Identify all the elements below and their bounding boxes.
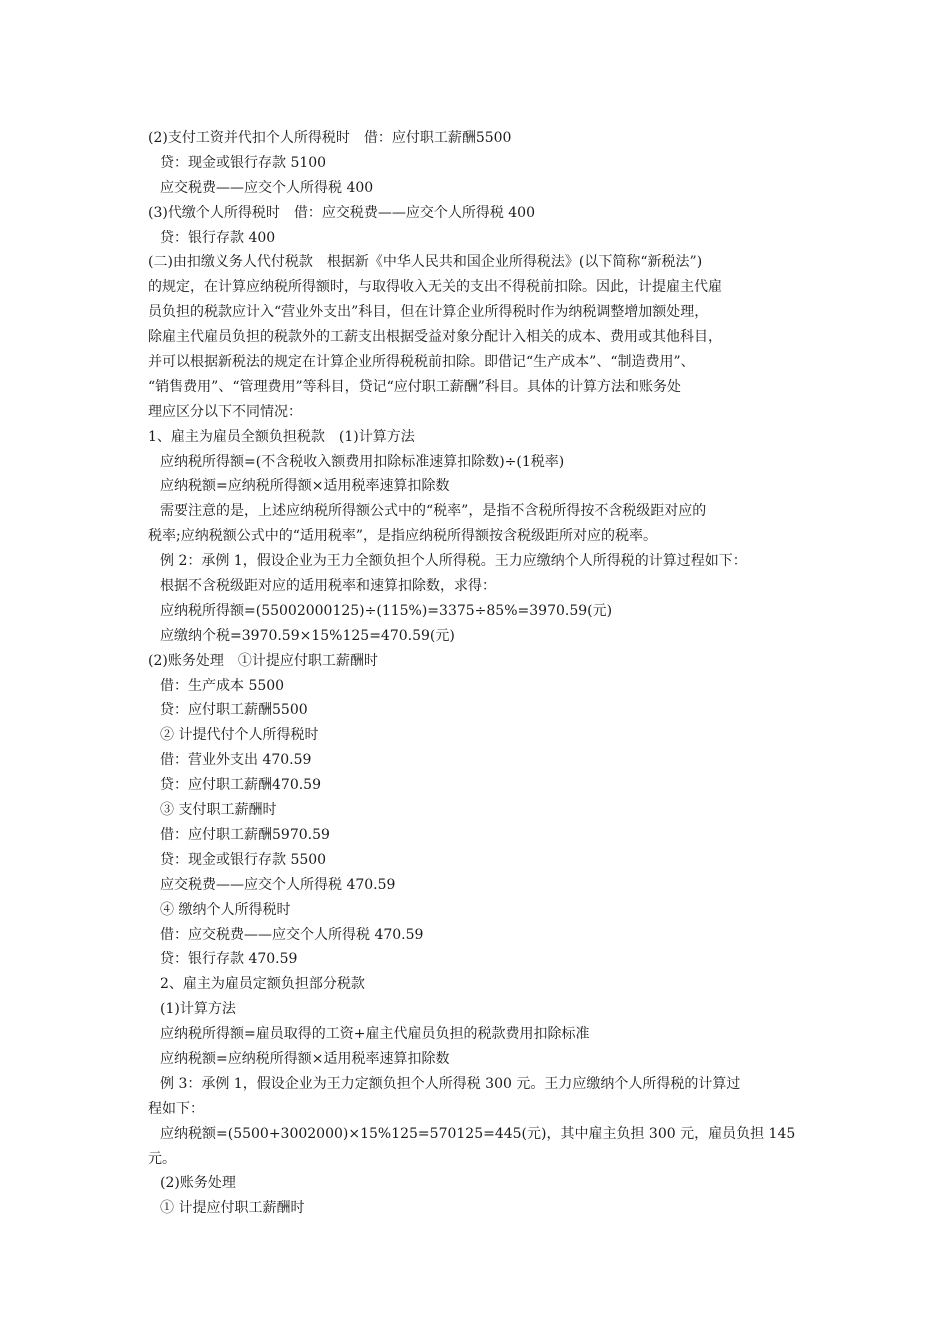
text-line: ③ 支付职工薪酬时 [160,802,277,819]
text-line: (二)由扣缴义务人代付税款 根据新《中华人民共和国企业所得税法》(以下简称“新税法”) [148,254,703,271]
text-line: 贷：应付职工薪酬5500 [160,702,308,719]
text-line: 贷：银行存款 400 [160,229,276,246]
text-line: 借：生产成本 5500 [160,677,285,694]
text-line: 贷：银行存款 470.59 [160,951,298,968]
text-line: 的规定，在计算应纳税所得额时，与取得收入无关的支出不得税前扣除。因此，计提雇主代雇 [148,279,722,296]
text-line: 程如下： [148,1100,204,1117]
text-line: 借：应付职工薪酬5970.59 [160,826,330,843]
text-line: 应纳税额=应纳税所得额×适用税率速算扣除数 [160,478,450,495]
text-line: 应缴纳个税=3970.59×15%125=470.59(元) [160,627,455,644]
text-line: ① 计提应付职工薪酬时 [160,1200,305,1217]
text-line: (1)计算方法 [160,1001,236,1018]
text-line: 应交税费——应交个人所得税 400 [160,179,374,196]
text-line: (2)支付工资并代扣个人所得税时 借：应付职工薪酬5500 [148,130,512,146]
document-body [148,126,828,1221]
text-line: 1、雇主为雇员全额负担税款 (1)计算方法 [148,428,415,445]
text-line: 借：应交税费——应交个人所得税 470.59 [160,926,424,943]
text-line: 除雇主代雇员负担的税款外的工薪支出根据受益对象分配计入相关的成本、费用或其他科目， [148,329,722,346]
text-line: 应纳税所得额=(不含税收入额费用扣除标准速算扣除数)÷(1税率) [160,453,565,470]
text-line: 例 3：承例 1，假设企业为王力定额负担个人所得税 300 元。王力应缴纳个人所得税的计算过 [160,1075,741,1092]
text-line: 需要注意的是，上述应纳税所得额公式中的“税率”，是指不含税所得按不含税级距对应的 [160,503,707,520]
text-line: 元。 [148,1150,176,1167]
text-line: 应纳税额=应纳税所得额×适用税率速算扣除数 [160,1050,450,1067]
text-line: 2、雇主为雇员定额负担部分税款 [160,976,365,993]
text-line: (2)账务处理 [160,1175,236,1192]
text-line: (3)代缴个人所得税时 借：应交税费——应交个人所得税 400 [148,204,536,221]
text-line: 应纳税所得额=(55002000125)÷(115%)=3375÷85%=3970.59(元) [160,602,613,619]
text-line: 税率;应纳税额公式中的“适用税率”，是指应纳税所得额按含税级距所对应的税率。 [148,528,658,545]
text-line: ④ 缴纳个人所得税时 [160,901,291,918]
text-line: 根据不含税级距对应的适用税率和速算扣除数，求得： [160,578,496,595]
text-line: “销售费用”、“管理费用”等科目，贷记“应付职工薪酬”科目。具体的计算方法和账务处 [148,378,681,395]
text-line: 贷：现金或银行存款 5100 [160,154,327,171]
text-line: 贷：应付职工薪酬470.59 [160,777,321,794]
text-line: 贷：现金或银行存款 5500 [160,851,327,868]
text-line: 应纳税额=(5500+3002000)×15%125=570125=445(元)，其中雇主负担 300 元，雇员负担 145 [160,1125,796,1142]
text-line: 并可以根据新税法的规定在计算企业所得税税前扣除。即借记“生产成本”、“制造费用”、 [148,354,695,371]
text-line: 员负担的税款应计入“营业外支出”科目，但在计算企业所得税时作为纳税调整增加额处理， [148,304,709,321]
text-line: 应纳税所得额=雇员取得的工资+雇主代雇员负担的税款费用扣除标准 [160,1026,590,1043]
text-line: (2)账务处理 ①计提应付职工薪酬时 [148,652,378,669]
text-line: 例 2：承例 1，假设企业为王力全额负担个人所得税。王力应缴纳个人所得税的计算过程如下： [160,553,747,570]
text-line: ② 计提代付个人所得税时 [160,727,319,744]
text-line: 借：营业外支出 470.59 [160,752,312,769]
text-line: 应交税费——应交个人所得税 470.59 [160,876,396,893]
text-line: 理应区分以下不同情况： [148,403,302,420]
